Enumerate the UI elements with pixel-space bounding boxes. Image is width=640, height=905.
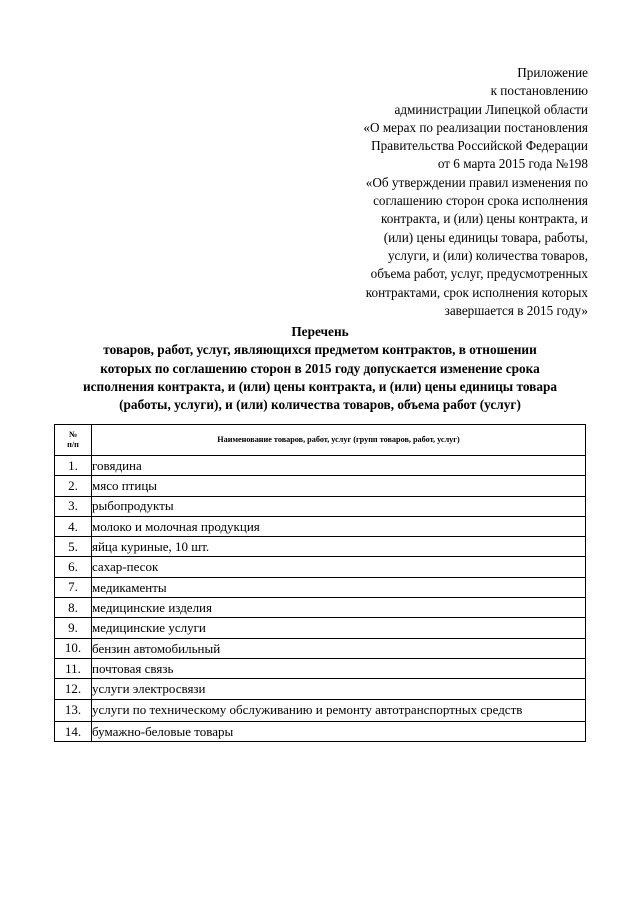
appendix-line: контрактами, срок исполнения которых (365, 284, 588, 300)
table-row (55, 577, 586, 597)
row-number: 7. (55, 577, 92, 597)
row-name: бензин автомобильный (92, 638, 586, 658)
appendix-line: от 6 марта 2015 года №198 (437, 156, 588, 172)
table-row (55, 699, 586, 721)
row-number: 6. (55, 557, 92, 577)
table-header-row (55, 425, 586, 456)
header-name: Наименование товаров, работ, услуг (групп товаров, работ, услуг) (92, 425, 586, 456)
row-name: бумажно-беловые товары (92, 721, 586, 741)
row-number: 2. (55, 476, 92, 496)
row-number: 4. (55, 516, 92, 536)
items-table (54, 424, 586, 742)
appendix-line: соглашению сторон срока исполнения (373, 193, 588, 209)
table-row (55, 721, 586, 741)
title-line: Перечень (291, 324, 349, 339)
title-line: (работы, услуги), и (или) количества товаров, объема работ (услуг) (119, 397, 521, 413)
table-row (55, 658, 586, 678)
header-number-symbol: № (68, 430, 78, 439)
row-name: услуги электросвязи (92, 679, 586, 699)
appendix-line: администрации Липецкой области (394, 101, 588, 117)
row-name: сахар-песок (92, 557, 586, 577)
table-row (55, 456, 586, 476)
appendix-line: услуги, и (или) количества товаров, (387, 247, 588, 263)
row-number: 9. (55, 618, 92, 638)
row-name: мясо птицы (92, 476, 586, 496)
row-name: медицинские услуги (92, 618, 586, 638)
table-row (55, 516, 586, 536)
table-row (55, 638, 586, 658)
row-name: говядина (92, 456, 586, 476)
table-row (55, 496, 586, 516)
title-line: товаров, работ, услуг, являющихся предметом контрактов, в отношении (103, 342, 537, 358)
appendix-header (363, 64, 588, 320)
title-line: которых по соглашению сторон в 2015 году допускается изменение срока (100, 360, 540, 376)
row-name: рыбопродукты (92, 496, 586, 516)
row-number: 10. (55, 638, 92, 658)
table-row (55, 598, 586, 618)
table-row (55, 618, 586, 638)
header-number (55, 425, 92, 456)
row-number: 12. (55, 679, 92, 699)
row-number: 13. (55, 699, 92, 721)
table-row (55, 476, 586, 496)
row-number: 1. (55, 456, 92, 476)
table-row (55, 557, 586, 577)
document-title (40, 323, 600, 414)
appendix-line: к постановлению (490, 83, 588, 99)
appendix-line: (или) цены единицы товара, работы, (383, 229, 588, 245)
row-number: 11. (55, 658, 92, 678)
appendix-line: контракта, и (или) цены контракта, и (380, 211, 588, 227)
row-number: 8. (55, 598, 92, 618)
row-number: 14. (55, 721, 92, 741)
row-name: молоко и молочная продукция (92, 516, 586, 536)
table-row (55, 537, 586, 557)
appendix-line: Правительства Российской Федерации (371, 138, 588, 154)
row-number: 3. (55, 496, 92, 516)
row-name: медицинские изделия (92, 598, 586, 618)
row-number: 5. (55, 537, 92, 557)
header-number-abbrev: п/п (67, 440, 79, 449)
row-name: яйца куриные, 10 шт. (92, 537, 586, 557)
row-name: почтовая связь (92, 658, 586, 678)
title-line: исполнения контракта, и (или) цены контракта, и (или) цены единицы товара (82, 378, 558, 394)
appendix-line: Приложение (517, 65, 588, 80)
appendix-line: «Об утверждении правил изменения по (365, 174, 588, 190)
row-name: медикаменты (92, 577, 586, 597)
appendix-line: объема работ, услуг, предусмотренных (370, 266, 588, 282)
appendix-line: завершается в 2015 году» (444, 302, 588, 318)
table-row (55, 679, 586, 699)
appendix-line: «О мерах по реализации постановления (363, 119, 588, 135)
row-name: услуги по техническому обслуживанию и ремонту автотранспортных средств (92, 699, 586, 721)
